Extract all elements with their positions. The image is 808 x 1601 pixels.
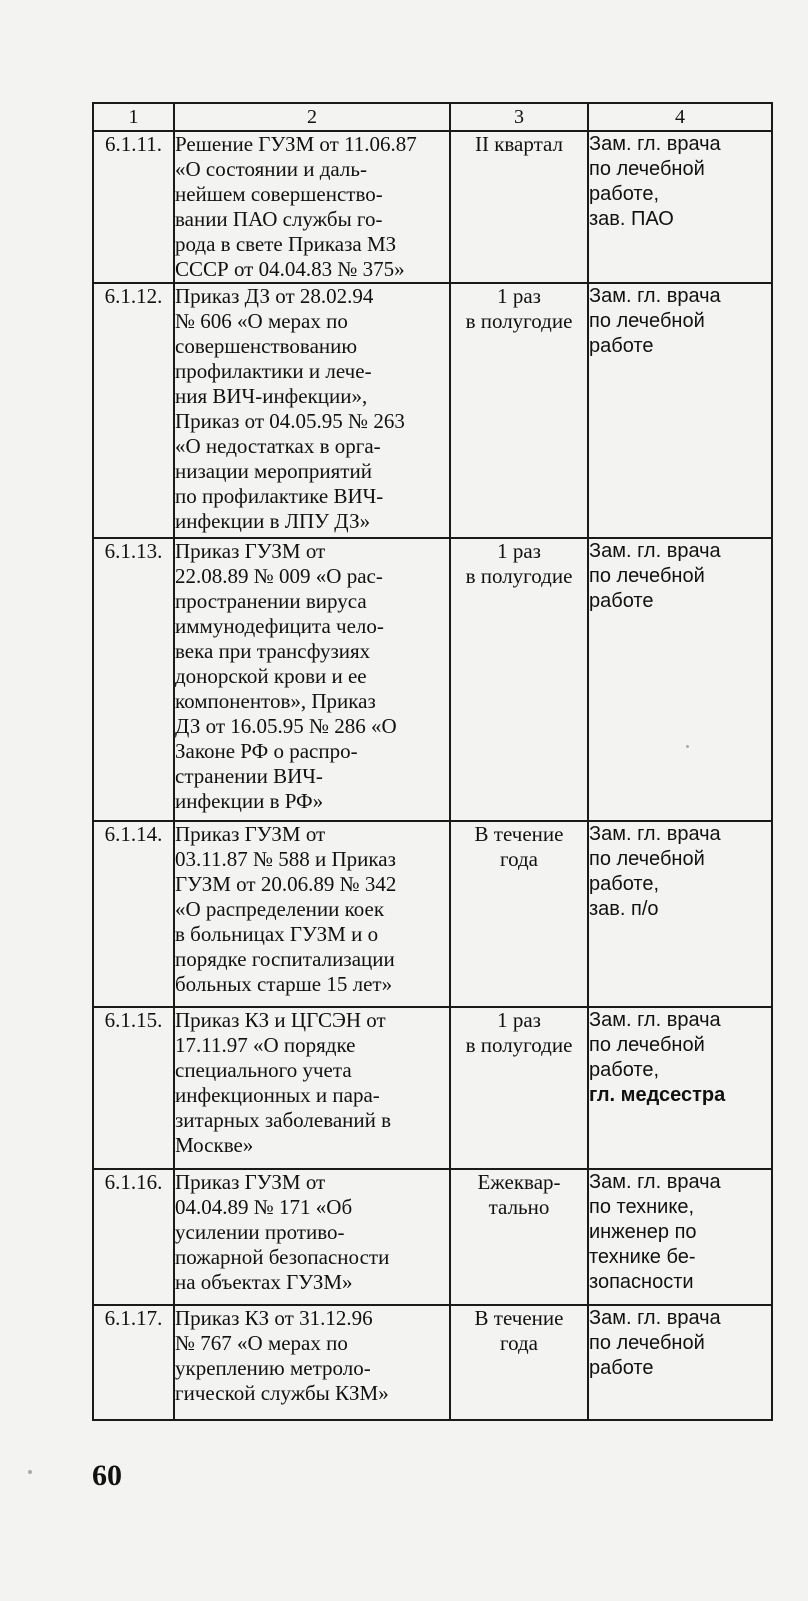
row-number: 6.1.12. — [93, 283, 174, 538]
deadline: 1 раз в полугодие — [450, 538, 588, 821]
document-title: Приказ ГУЗМ от 22.08.89 № 009 «О рас- пространении вируса иммунодефицита чело- века при трансфузиях донорской крови и ее компонентов», Приказ ДЗ от 16.05.95 № 286 «О Законе РФ о распро- странении ВИЧ- инфекции в РФ» — [174, 538, 450, 821]
row-number: 6.1.13. — [93, 538, 174, 821]
document-title: Решение ГУЗМ от 11.06.87 «О состоянии и даль- нейшем совершенство- вании ПАО службы го- рода в свете Приказа МЗ СССР от 04.04.83 № 375» — [174, 131, 450, 283]
responsible-bold-text: гл. медсестра — [589, 1084, 726, 1106]
table-row — [93, 131, 772, 283]
responsible-text: Зам. гл. врача по лечебной работе, — [589, 1009, 721, 1081]
responsible-text: Зам. гл. врача по лечебной работе — [589, 540, 721, 612]
row-number: 6.1.16. — [93, 1169, 174, 1305]
responsible — [588, 1169, 772, 1305]
document-title: Приказ ДЗ от 28.02.94 № 606 «О мерах по совершенствованию профилактики и лече- ния ВИЧ-инфекции», Приказ от 04.05.95 № 263 «О недостатках в орга- низации мероприятий по профилактике ВИЧ- инфекции в ЛПУ ДЗ» — [174, 283, 450, 538]
orders-table — [92, 102, 773, 1421]
responsible — [588, 538, 772, 821]
responsible — [588, 131, 772, 283]
responsible-text: Зам. гл. врача по лечебной работе — [589, 285, 721, 357]
table-header-row — [93, 103, 772, 131]
deadline: 1 раз в полугодие — [450, 1007, 588, 1169]
deadline: 1 раз в полугодие — [450, 283, 588, 538]
responsible-text: Зам. гл. врача по технике, инженер по технике бе- зопасности — [589, 1171, 721, 1293]
scan-speck — [686, 745, 689, 748]
row-number: 6.1.14. — [93, 821, 174, 1007]
scan-speck — [28, 1470, 32, 1474]
column-header-2: 2 — [174, 103, 450, 131]
deadline: Ежеквар- тально — [450, 1169, 588, 1305]
column-header-4: 4 — [588, 103, 772, 131]
page-number: 60 — [92, 1459, 122, 1492]
row-number: 6.1.15. — [93, 1007, 174, 1169]
responsible — [588, 821, 772, 1007]
row-number: 6.1.17. — [93, 1305, 174, 1420]
responsible — [588, 1007, 772, 1169]
table-row — [93, 1305, 772, 1420]
document-title: Приказ КЗ от 31.12.96 № 767 «О мерах по укреплению метроло- гической службы КЗМ» — [174, 1305, 450, 1420]
document-title: Приказ КЗ и ЦГСЭН от 17.11.97 «О порядке специального учета инфекционных и пара- зитарных заболеваний в Москве» — [174, 1007, 450, 1169]
table-row — [93, 1007, 772, 1169]
column-header-3: 3 — [450, 103, 588, 131]
row-number: 6.1.11. — [93, 131, 174, 283]
responsible-text: Зам. гл. врача по лечебной работе, зав. ПАО — [589, 133, 721, 230]
deadline: В течение года — [450, 821, 588, 1007]
deadline: В течение года — [450, 1305, 588, 1420]
responsible — [588, 1305, 772, 1420]
deadline: II квартал — [450, 131, 588, 283]
document-title: Приказ ГУЗМ от 03.11.87 № 588 и Приказ ГУЗМ от 20.06.89 № 342 «О распределении коек в больницах ГУЗМ и о порядке госпитализации больных старше 15 лет» — [174, 821, 450, 1007]
table-row — [93, 538, 772, 821]
table-row — [93, 283, 772, 538]
responsible-text: Зам. гл. врача по лечебной работе — [589, 1307, 721, 1379]
table-row — [93, 821, 772, 1007]
responsible — [588, 283, 772, 538]
table-row — [93, 1169, 772, 1305]
document-title: Приказ ГУЗМ от 04.04.89 № 171 «Об усилении противо- пожарной безопасности на объектах ГУЗМ» — [174, 1169, 450, 1305]
column-header-1: 1 — [93, 103, 174, 131]
responsible-text: Зам. гл. врача по лечебной работе, зав. п/о — [589, 823, 721, 920]
